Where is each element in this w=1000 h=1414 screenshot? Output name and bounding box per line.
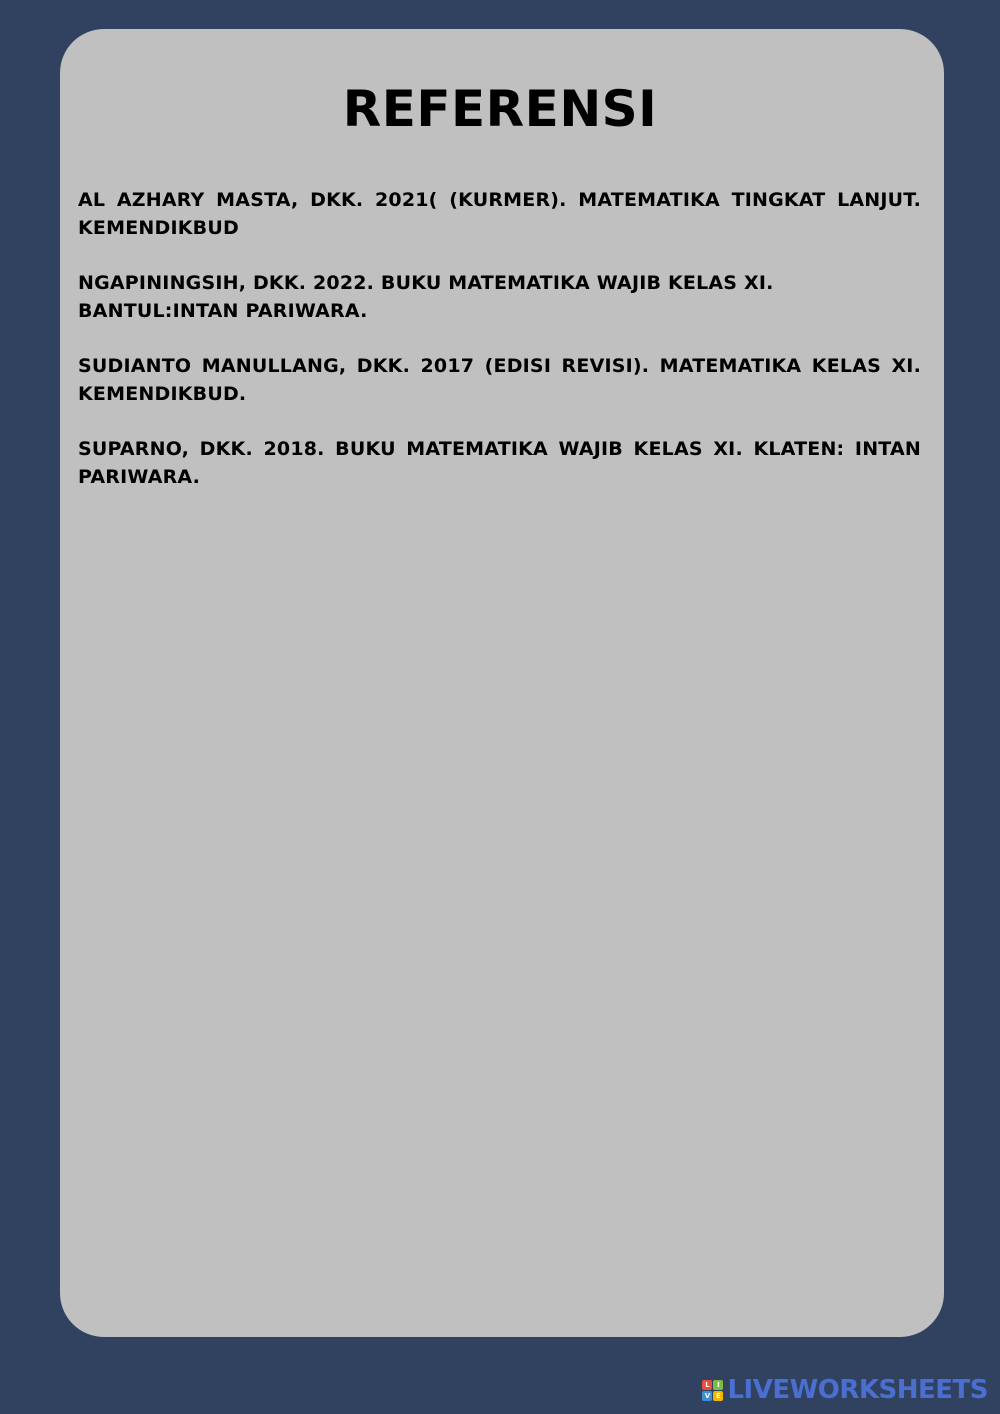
- logo-wordmark: LIVEWORKSHEETS: [727, 1375, 988, 1405]
- reference-item: SUPARNO, DKK. 2018. BUKU MATEMATIKA WAJIB KELAS XI. KLATEN: INTAN PARIWARA.: [78, 438, 921, 488]
- reference-item: SUDIANTO MANULLANG, DKK. 2017 (EDISI REVISI). MATEMATIKA KELAS XI. KEMENDIKBUD.: [78, 355, 921, 405]
- logo-letter-e: E: [713, 1391, 723, 1401]
- reference-list: [78, 186, 921, 518]
- reference-item: NGAPININGSIH, DKK. 2022. BUKU MATEMATIKA WAJIB KELAS XI. BANTUL:INTAN PARIWARA.: [78, 272, 774, 322]
- logo-letter-i: I: [713, 1380, 723, 1390]
- logo-letter-l: L: [702, 1380, 712, 1390]
- logo-letter-v: V: [702, 1391, 712, 1401]
- reference-item: AL AZHARY MASTA, DKK. 2021( (KURMER). MATEMATIKA TINGKAT LANJUT. KEMENDIKBUD: [78, 189, 921, 239]
- page-title: REFERENSI: [342, 80, 658, 138]
- liveworksheets-logo[interactable]: [702, 1375, 988, 1405]
- logo-icon: [702, 1380, 723, 1401]
